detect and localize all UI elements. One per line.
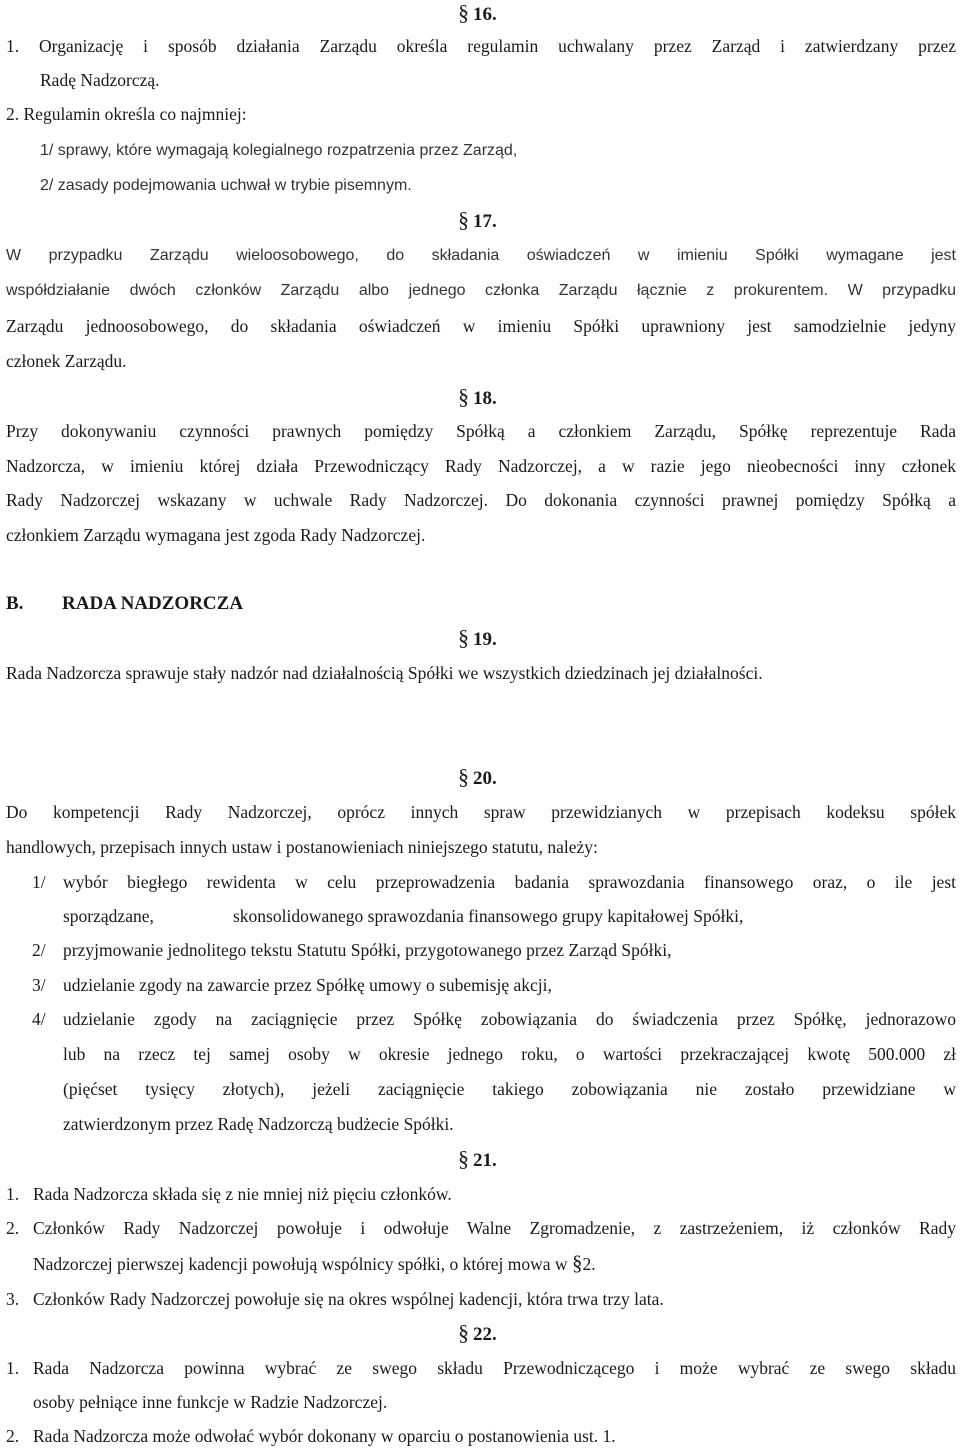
- s22-point-1-number: 1.: [6, 1358, 20, 1378]
- section-19-title: § 19.: [458, 625, 497, 650]
- s20-item-1-line-2a: sporządzane,: [63, 906, 154, 926]
- s20-line-1: Do kompetencji Rady Nadzorczej, oprócz innych spraw przewidzianych w przepisach kodeksu spółek: [6, 802, 956, 822]
- s17-line-4: członek Zarządu.: [6, 351, 127, 371]
- section-18-title: § 18.: [458, 384, 497, 409]
- s22-point-2-number: 2.: [6, 1426, 20, 1446]
- s21-point-2-line-2: Nadzorczej pierwszej kadencji powołują wspólnicy spółki, o której mowa w §2.: [33, 1251, 596, 1275]
- s20-item-4-line-2: lub na rzecz tej samej osoby w okresie jednego roku, o wartości przekraczającej kwotę 500.000 zł: [63, 1044, 956, 1064]
- section-17-title: § 17.: [458, 207, 497, 232]
- s20-item-3-line-1: udzielanie zgody na zawarcie przez Spółkę umowy o subemisję akcji,: [63, 975, 552, 995]
- s16-point-2: 2. Regulamin określa co najmniej:: [6, 104, 247, 124]
- s22-point-1-line-2: osoby pełniące inne funkcje w Radzie Nadzorczej.: [33, 1392, 388, 1412]
- s16-point-1-line-1: 1. Organizację i sposób działania Zarządu określa regulamin uchwalany przez Zarząd i zatwierdzany przez: [6, 36, 956, 56]
- s20-line-2: handlowych, przepisach innych ustaw i postanowieniach niniejszego statutu, należy:: [6, 837, 598, 857]
- s18-line-2: Nadzorcza, w imieniu której działa Przewodniczący Rady Nadzorczej, a w razie jego nieobecności inny członek: [6, 456, 956, 476]
- s18-line-3: Rady Nadzorczej wskazany w uchwale Rady Nadzorczej. Do dokonania czynności prawnej pomiędzy Spółką a: [6, 490, 956, 510]
- s18-line-4: członkiem Zarządu wymagana jest zgoda Rady Nadzorczej.: [6, 525, 426, 545]
- s20-item-2-number: 2/: [32, 940, 46, 960]
- s18-line-1: Przy dokonywaniu czynności prawnych pomiędzy Spółką a członkiem Zarządu, Spółkę reprezentuje Rada: [6, 421, 956, 441]
- s20-item-4-line-4: zatwierdzonym przez Radę Nadzorczą budżecie Spółki.: [63, 1114, 454, 1134]
- s21-point-1-number: 1.: [6, 1184, 20, 1204]
- section-22-title: § 22.: [458, 1320, 497, 1345]
- section-21-title: § 21.: [458, 1146, 497, 1171]
- section-symbol: §: [571, 1251, 583, 1275]
- s17-line-2: współdziałanie dwóch członków Zarządu albo jednego członka Zarządu łącznie z prokurentem. W przypadku: [6, 282, 956, 299]
- s21-point-3: Członków Rady Nadzorczej powołuje się na okres wspólnej kadencji, która trwa trzy lata.: [33, 1289, 664, 1309]
- s19-line-1: Rada Nadzorcza sprawuje stały nadzór nad działalnością Spółki we wszystkich dziedzinach jej działalności.: [6, 663, 763, 683]
- s22-point-1-line-1: Rada Nadzorcza powinna wybrać ze swego składu Przewodniczącego i może wybrać ze swego składu: [33, 1358, 956, 1378]
- section-20-title: § 20.: [458, 764, 497, 789]
- s20-item-4-line-3: (pięćset tysięcy złotych), jeżeli zaciągnięcie takiego zobowiązania nie zostało przewidziane w: [63, 1079, 956, 1099]
- s21-reference: 2.: [582, 1254, 596, 1274]
- s17-line-3: Zarządu jednoosobowego, do składania oświadczeń w imieniu Spółki uprawniony jest samodzielnie jedyny: [6, 316, 956, 336]
- s16-item-1: 1/ sprawy, które wymagają kolegialnego rozpatrzenia przez Zarząd,: [40, 142, 518, 159]
- s20-item-3-number: 3/: [32, 975, 46, 995]
- s22-point-2: Rada Nadzorcza może odwołać wybór dokonany w oparciu o postanowienia ust. 1.: [33, 1426, 616, 1446]
- section-16-title: § 16.: [458, 0, 497, 25]
- part-b-letter: B.: [6, 593, 24, 614]
- s21-point-2-number: 2.: [6, 1218, 20, 1238]
- s21-point-2-line-1: Członków Rady Nadzorczej powołuje i odwołuje Walne Zgromadzenie, z zastrzeżeniem, iż członków Rady: [33, 1218, 956, 1238]
- s21-point-1: Rada Nadzorcza składa się z nie mniej niż pięciu członków.: [33, 1184, 452, 1204]
- s21-point-3-number: 3.: [6, 1289, 20, 1309]
- s20-item-4-line-1: udzielanie zgody na zaciągnięcie przez Spółkę zobowiązania do świadczenia przez Spółkę, jednorazowo: [63, 1009, 956, 1029]
- section-symbol: §: [458, 0, 469, 25]
- s20-item-2-line-1: przyjmowanie jednolitego tekstu Statutu Spółki, przygotowanego przez Zarząd Spółki,: [63, 940, 672, 960]
- s20-item-1-line-1: wybór biegłego rewidenta w celu przeprowadzenia badania sprawozdania finansowego oraz, o ile jest: [63, 872, 956, 892]
- s16-point-1-line-2: Radę Nadzorczą.: [40, 70, 160, 90]
- s17-line-1: W przypadku Zarządu wieloosobowego, do składania oświadczeń w imieniu Spółki wymagane jest: [6, 247, 956, 264]
- s16-item-2: 2/ zasady podejmowania uchwał w trybie pisemnym.: [40, 177, 412, 194]
- s20-item-4-number: 4/: [32, 1009, 46, 1029]
- s20-item-1-line-2b: skonsolidowanego sprawozdania finansowego grupy kapitałowej Spółki,: [233, 906, 744, 926]
- s20-item-1-number: 1/: [32, 872, 46, 892]
- part-b-title: RADA NADZORCZA: [62, 593, 244, 614]
